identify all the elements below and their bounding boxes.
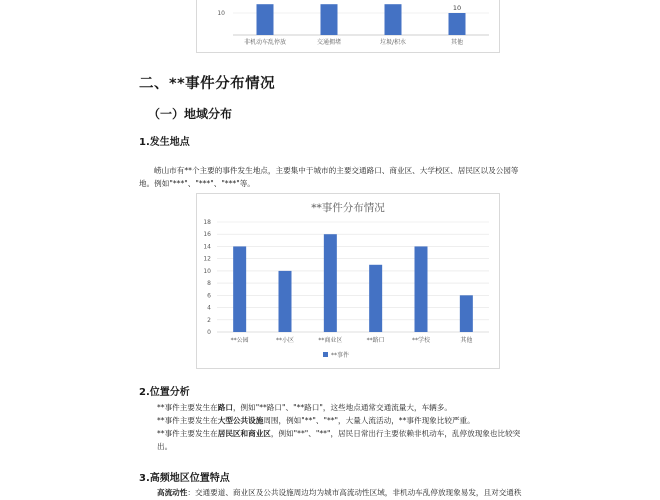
subsection-2-title: 2.位置分析 (139, 387, 190, 398)
bar (385, 4, 402, 35)
bullet-3-bold: 居民区和商业区 (217, 429, 271, 438)
bullet-2 (157, 415, 527, 428)
event-distribution-chart (196, 193, 500, 369)
bar (257, 4, 274, 35)
chart-svg (197, 194, 499, 368)
bullet-3-post: ，例如"**"、"**"，居民日常出行主要依赖非机动车，乱停放现象也比较突出。 (157, 429, 521, 451)
y-tick-label: 16 (203, 231, 211, 239)
y-tick-label: 2 (207, 316, 211, 324)
bar (449, 13, 466, 35)
paragraph-text: 崂山市有**个主要的事件发生地点，主要集中于城市的主要交通路口、商业区、大学校区、居民区以及公园等地。例如"***"、"***"、"***"等。 (139, 166, 519, 188)
subsection-1-title: 1.发生地点 (139, 137, 190, 148)
x-tick-label: **小区 (275, 337, 295, 344)
bar (324, 234, 337, 332)
bar (415, 246, 428, 332)
subsection-3-title: 3.高频地区位置特点 (139, 473, 230, 484)
legend-swatch (323, 352, 328, 357)
x-tick-label: **公园 (230, 337, 249, 344)
bullet-1 (157, 402, 527, 415)
y-tick-label: 0 (207, 329, 211, 336)
x-tick-label: 其他 (460, 337, 473, 344)
top-chart-svg (197, 0, 499, 52)
bar (369, 265, 382, 332)
y-tick-label: 14 (203, 243, 211, 251)
sub3-label: 高流动性 (157, 488, 188, 497)
y-tick-label: 12 (203, 255, 211, 263)
section-title: 二、**事件分布情况 (139, 76, 276, 92)
bullet-2-bold: 大型公共设施 (217, 416, 264, 425)
x-tick-label: 垃圾/积水 (379, 39, 407, 46)
legend-label: **事件 (331, 352, 350, 359)
x-tick-label: **学校 (411, 337, 431, 344)
bar (279, 271, 292, 332)
subsection-1-paragraph (139, 165, 519, 190)
bullet-2-post: 周围，例如"**"、"**"，大量人流活动，**事件现象比较严重。 (263, 416, 475, 425)
sub3-text: ：交通要道、商业区及公共设施周边均为城市高流动性区域，非机动车乱停放现象易发，且对交通秩 (187, 488, 522, 497)
x-tick-label: 非机动车乱停放 (243, 39, 287, 46)
bullet-2-pre: **事件主要发生在 (157, 416, 218, 425)
x-tick-label: 交通拥堵 (316, 39, 342, 46)
subsection-3-text (157, 487, 577, 500)
bar (460, 295, 473, 332)
chart-title: **事件分布情况 (311, 202, 385, 214)
y-tick-label: 18 (203, 219, 211, 226)
data-label: 10 (452, 4, 462, 12)
section-subtitle: （一）地域分布 (148, 107, 233, 121)
y-tick-label: 10 (203, 267, 211, 275)
y-tick-label: 8 (207, 280, 211, 288)
bullet-3-pre: **事件主要发生在 (157, 429, 218, 438)
x-tick-label: **商业区 (318, 337, 343, 344)
top-bar-chart (196, 0, 500, 53)
bullet-1-pre: **事件主要发生在 (157, 403, 218, 412)
bullet-3 (157, 428, 527, 453)
x-tick-label: **路口 (366, 337, 385, 344)
bullet-1-post: ，例如"**路口"、"**路口"，这些地点通常交通流量大，车辆多。 (232, 403, 452, 412)
bullet-1-bold: 路口 (217, 403, 233, 412)
y-tick-label: 6 (207, 292, 211, 300)
y-tick-label: 10 (217, 10, 225, 17)
bar (321, 4, 338, 35)
x-tick-label: 其他 (450, 39, 464, 46)
y-tick-label: 4 (207, 304, 211, 312)
bar (233, 246, 246, 332)
